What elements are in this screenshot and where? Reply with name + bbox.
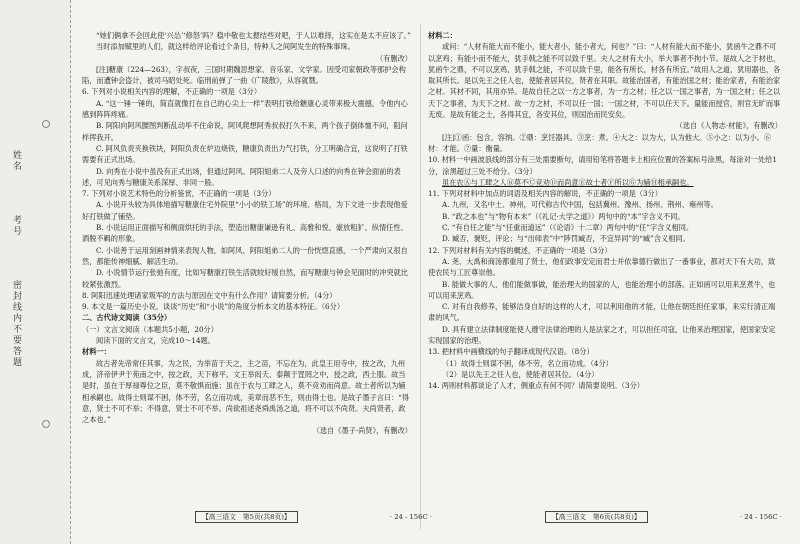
source-note: （选自《墨子·尚贤》，有删改） [312, 426, 412, 436]
question-9: 9. 本文是一篇历史小说，谈谈“历史”和“小说”的角度分析本文的基本特征。（6分） [82, 302, 345, 312]
section-heading: 二、古代诗文阅读（35分） [82, 313, 172, 323]
question-6: 6. 下列对小说相关内容的理解，不正确的一项是（3分） [82, 87, 262, 97]
margin-seal-label: 密封线内不要答题 [11, 280, 21, 368]
translation-item-1: （1）故得士则谋不困，体不劳，名立而功成。（4分） [442, 358, 613, 368]
option-a: A. 小说开头较为具体地描写糖康住宅外院里“小小的铁工场”的环境、格局，为下文进一步表现他爱好打铁做了铺垫。 [82, 200, 408, 221]
margin-name-label: 姓名 [11, 150, 21, 172]
story-paragraph: “她们俩拿不会回此使‘兴怂’‘修怒’吗？稳中敬也太摁结些对吧，于人以难择，这实在是太不应该了。” [96, 31, 411, 40]
option-d: D. 向秀在小说中虽没有正式出场，但通过阿风、阿阳姐弟二人及旁人口述的向秀在钟会面前的表述，可见向秀与糖康关系深厚、非同一般。 [82, 166, 401, 187]
page-number-box: 【高三语文 第6页(共8页)】 [545, 511, 648, 523]
source-note: （选自《人物志·材能》，有删改） [675, 121, 782, 131]
question-11: 11. 下列对材料中加点的词语及相关内容的解说，不正确的一项是（3分） [428, 189, 662, 199]
question-12: 12. 下列对材料有关内容的概述，不正确的一项是（3分） [428, 245, 612, 255]
option-a: A. 九州，又名中土、神州，可代称古代中国，包括冀州、豫州、扬州、荆州、雍州等。 [442, 200, 718, 210]
option-c: C. 阿风负责夹换铁块，阿阳负责在炉边烧铁，糖康负责出力气打铁，分工明确合宜，这说明了打铁需要有正式出场。 [82, 143, 408, 165]
reading-instruction: 阅读下面的文言文，完成10～14题。 [96, 336, 215, 346]
source-note: （有删改） [376, 53, 412, 63]
page-footer-right [545, 511, 782, 521]
translation-item-2: （2）是以先王之任人也，使能者居其位。（4分） [442, 369, 599, 379]
option-a: A. 尧、大禹和商汤都重用了贤士，他们政事安定而君士并依靠德行做出了一番事业，都对天下有大功，致使农民与工匠尊崇他。 [428, 256, 776, 278]
binding-hole [42, 420, 50, 428]
question-10: 10. 材料一中画波浪线的部分有三处需要断句，请用铅笔将答题卡上相应位置的答案标号涂黑，每涂对一处给1分，涂黑超过三处不给分。（3分） [428, 155, 777, 176]
question-14: 14. 两则材料都谈论了人才，侧重点有何不同？请简要说明。（3分） [428, 381, 644, 391]
punctuation-line: 虽在农Ⓐ与工肆之人Ⓑ莫不Ⓒ竞劝Ⓓ而尚意Ⓔ故士者Ⓕ所以Ⓖ为辅Ⓗ相承嗣也。 [442, 177, 694, 187]
material-1-heading: 材料一： [82, 347, 111, 357]
question-8: 8. 阿阳迅速处理诸家叛军的方法与原因在文中有什么作用？请简要分析。（4分） [82, 290, 337, 300]
option-c: C. 小说善于运用刻画神情来表现人物，如阿风、阿阳姐弟二人的一份恍惚直感，一个严肃向又很自然，都能传神细腻、解活生动。 [82, 245, 408, 266]
page-number-box: 【高三语文 第5页(共8页)】 [195, 511, 298, 523]
question-7: 7. 下列对小说艺术特色的分析鉴赏，不正确的一项是（3分） [82, 189, 276, 199]
footnote: [注]糖康（224—263），字叔夜，三国时期魏思想家、音乐家、文学家。因受司家朝政等那护会构陷，而遭钟会盗计，被司马昭处死。临刑前弹了一曲《广陵散》，从容就戮。 [82, 64, 406, 86]
binding-hole [42, 120, 50, 128]
page-footer-left [195, 511, 432, 521]
exam-code: · 24 - 156C · [389, 513, 432, 521]
option-b: B. 阿阳向阿风腰图判断乱动毕不住命说，阿风爬想阿秀叔叔打久不来，两个孩子倒体恤不问，阻问样挥我开。 [82, 121, 408, 142]
story-paragraph: 当时添加赋里的人们，就这样给评论看过个条目，特种人之间阿发生的特殊事珠。 [96, 42, 355, 52]
option-d: D. 臧否，褒贬，评论；与“出师表”中“陟罚臧否，不宜异同”的“臧”含义相同。 [442, 234, 690, 244]
exam-code: · 24 - 156C · [739, 513, 782, 521]
option-c: C. “有自任之能”与“任重而道远”（《论语》十二章）两句中的“任”字含义相同。 [442, 223, 694, 233]
material-2-text: 或问：“人材有能大而不能小，能大者小，能小者大，何也？”曰：“人材有能大而不能小，犹函牛之鼎不可以烹鸡；有能小而不能大，犹手戟之能不可以致千里。夫人之材有大小，举大事者不拘小节。是故人之于材也，犹函牛之鼎，不可以烹鸡，犹手戟之能，不可以致千里，能各有所长，材各有所宜。”故用人之道，犹用器也，各取其所长。是以先王之任人也，使能者居其位，贤者在其职。故能治国者，有能治国之材；能治家者，有能治家之材。其材不同，其用亦异。是故自任之以一方之事者，为一方之材；任之以一国之事者，为一国之材；任之以天下之事者，为天下之材。故一方之材，不可以任一国；一国之材，不可以任天下。量能而授官，则官无旷而事无废。是故有能之士，各得其宜，各安其位，则国治而民安矣。 [428, 42, 781, 120]
option-d: D. 小说情节运行张弛有度，比如写糖康打铁生活就较好缓自然，而写糖康与钟会见面时的冲突就比较紧张激烈。 [82, 268, 408, 289]
binding-margin [0, 0, 71, 544]
option-b: B. 能做大事的人，他们能做事做，能治理大的国家的人，也能治理小的部落。正如函可以用来烹煮牛，也可以用来烹鸡。 [428, 279, 776, 300]
option-c: C. 对有自我修养，能够洁身自好的这样的人才，可以利用他的才能，让他在朝廷担任家事，来实行清正端肃的风气。 [428, 302, 776, 323]
left-column [82, 30, 412, 437]
margin-id-label: 考号 [11, 215, 21, 237]
column-divider [420, 24, 421, 529]
right-column [428, 30, 782, 392]
footnote: [注]①函：包含，容纳。②鼎：烹饪器具。③烹：煮。④大之：以为大，认为他大。⑤小之：以为小。⑥材：才能。⑦量：衡量。 [428, 132, 772, 153]
option-b: B. 小说运用正面描写和侧面烘托的手法，塑造出糖康谦逊有礼、高雅和悦、豪放粗犷、纵情任性、洒脱不羁的形象。 [82, 223, 408, 244]
subsection-heading: （一）文言文阅读（本题共5小题，20分） [82, 324, 218, 334]
question-13: 13. 把材料中画横线的句子翻译成现代汉语。（8分） [428, 347, 594, 357]
material-2-heading: 材料二： [428, 31, 457, 40]
option-d: D. 具有建立法律制度能使人遵守法律治理的人是法家之才，可以担任司寇，让他来治理国家，使国家安定实现国家的治理。 [428, 324, 776, 346]
option-b: B. “政之本也”与“物有本末”（《礼记·大学之道》）两句中的“本”字含义不同。 [442, 211, 685, 221]
material-1-text: 故古者先帝常任其事，为之民，为举苗于天之，主之苗，不忘在为，此皇王用寺中，按之改，九州成，济帝伊尹于苑南之中，按之政，天下称平。文王举闳夭、泰颠于罝罔之中，授之政，西土服。故当是时，虽在于厚禄尊位之臣，莫不敬惧而施；虽在于农与工肆之人，莫不竞劝而尚意。故士者所以为辅相承嗣也。故得士则谋不困，体不劳，名立而功成，美章而恶不生，则由得士也。是故子墨子言曰：“得意，贤士不可不举；不得意，贤士不可不举。尚欲祖述尧舜禹汤之道，将不可以不尚贤。夫尚贤者，政之本也。” [82, 358, 410, 425]
option-a: A. “这一锤一锤的，简直就像打在自己的心尖上一样”表明打铁给糖康心灵带来极大震撼，令他内心感到阵阵疼痛。 [82, 98, 408, 120]
